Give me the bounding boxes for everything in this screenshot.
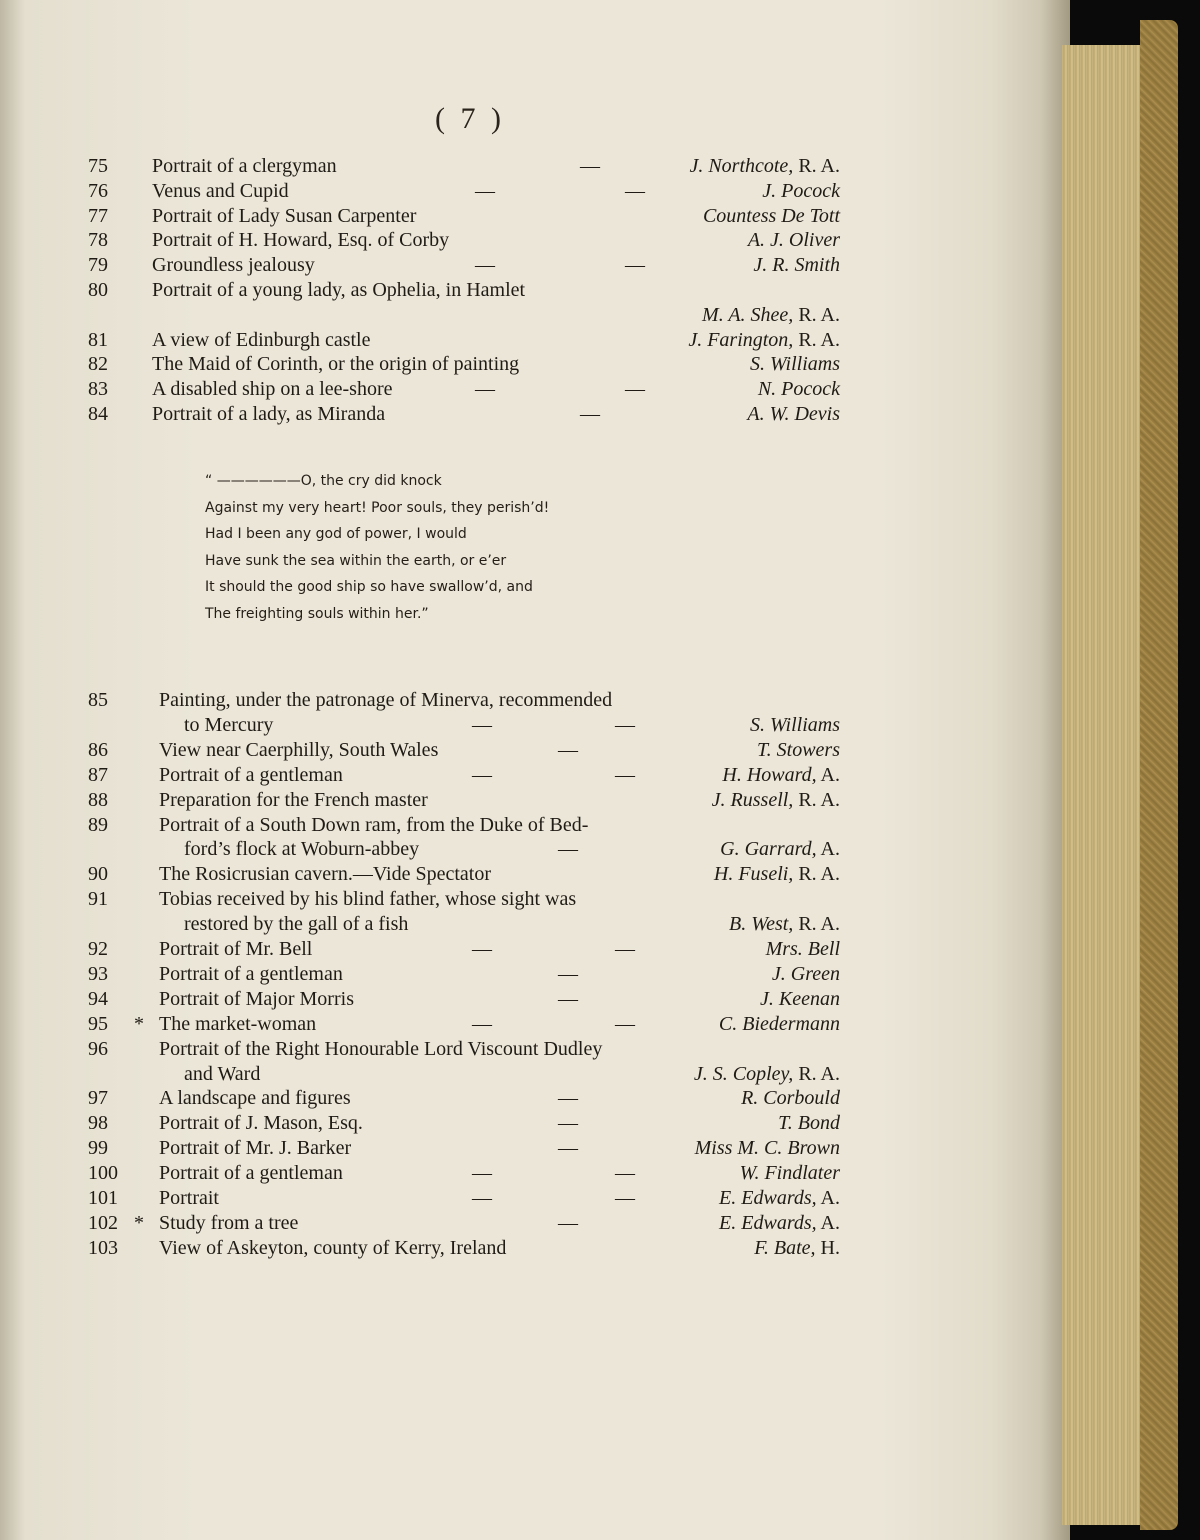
leader-dash: — [558,1211,578,1234]
leader-dash: — [558,1112,578,1135]
entry-title: Portrait of Mr. Bell [159,938,313,960]
entry-title: and Ward [184,1062,261,1085]
entry-title: Portrait of a South Down ram, from the Duke of Bed- [159,813,589,836]
leader-dash: — [580,403,600,425]
page-fore-edge [1062,45,1150,1525]
leader-dash: — [615,1012,635,1035]
entry-title: Portrait of a lady, as Miranda [152,403,386,425]
academy-suffix: A. [816,838,840,861]
catalogue-entry [0,912,840,936]
entry-asterisk: * [134,1012,144,1035]
entry-title: Portrait of Major Morris [159,987,354,1010]
entry-number: 97 [88,1087,108,1110]
entry-artist: W. Findlater [739,1162,840,1185]
leader-dash: — [558,738,578,761]
entry-title: Portrait [159,1187,219,1209]
quote-line: Against my very heart! Poor souls, they perish’d! [205,499,550,516]
entry-title: A landscape and figures [159,1087,351,1110]
entry-artist: C. Biedermann [718,1012,840,1035]
entry-artist: A. J. Oliver [747,229,840,252]
entry-number: 77 [88,204,108,227]
catalogue-entry [0,278,840,302]
catalogue-entry [0,788,840,812]
leader-dash: — [475,254,495,277]
catalogue-entry [0,1037,840,1061]
leader-dash: — [558,987,578,1010]
entry-number: 100 [88,1162,118,1185]
leader-dash: — [625,179,645,202]
catalogue-entry [0,1236,840,1260]
entry-title: Painting, under the patronage of Minerva, recommended [159,689,613,711]
entry-number: 82 [88,353,108,376]
entry-number: 86 [88,738,108,761]
catalogue-entry [0,1211,840,1235]
entry-number: 96 [88,1037,108,1060]
catalogue-entry [0,887,840,911]
entry-artist: S. Williams [749,353,840,376]
page-number: ( 7 ) [435,102,505,135]
entry-title: View near Caerphilly, South Wales [159,738,439,761]
catalogue-entry [0,763,840,787]
entry-number: 90 [88,863,108,886]
entry-artist: H. Howard, A. [722,763,840,786]
leader-dash: — [475,179,495,202]
entry-artist: J. S. Copley, R. A. [693,1062,840,1085]
catalogue-entry [0,377,840,401]
catalogue-entry [0,1186,840,1210]
catalogue-entry [0,738,840,762]
entry-number: 91 [88,888,108,911]
entry-number: 102 [88,1211,118,1234]
entry-artist: F. Bate, H. [754,1236,840,1259]
entry-number: 85 [88,689,108,711]
leader-dash: — [615,1187,635,1209]
entry-number: 98 [88,1112,108,1135]
entry-title: Portrait of a young lady, as Ophelia, in Hamlet [152,279,526,301]
entry-title: The market-woman [159,1012,317,1035]
entry-artist: E. Edwards, A. [719,1211,840,1234]
academy-suffix: R. A. [793,328,840,351]
catalogue-entry [0,688,840,712]
academy-suffix: R. A. [793,303,840,326]
quote-line: “ ——————O, the cry did knock [205,473,442,489]
quote-line: Had I been any god of power, I would [205,526,467,542]
entry-title: Preparation for the French master [159,788,428,811]
entry-artist: Miss M. C. Brown [694,1137,840,1160]
academy-suffix: H. [815,1236,840,1259]
entry-artist: M. A. Shee, R. A. [702,303,840,326]
catalogue-entry [0,1012,840,1036]
leader-dash: — [615,713,635,736]
entry-title: Portrait of H. Howard, Esq. of Corby [152,229,450,252]
shakespeare-quote [205,468,725,627]
entry-number: 76 [88,179,108,202]
entry-artist: Countess De Tott [702,204,840,227]
entry-title: Portrait of a gentleman [159,962,343,985]
entry-artist: B. West, R. A. [729,913,840,936]
entry-title: View of Askeyton, county of Kerry, Ireland [159,1236,507,1259]
academy-suffix: A. [816,1187,840,1209]
leader-dash: — [472,1012,492,1035]
entry-number: 101 [88,1187,118,1209]
entry-number: 103 [88,1236,118,1259]
leader-dash: — [558,962,578,985]
catalogue-entry [0,253,840,277]
academy-suffix: R. A. [793,863,840,886]
catalogue-entry [0,713,840,737]
catalogue-entry [0,204,840,228]
catalogue-entry [0,303,840,327]
entry-artist: E. Edwards, A. [719,1187,840,1209]
leader-dash: — [472,1187,492,1209]
quote-line: The freighting souls within her.” [205,605,429,622]
entry-title: A view of Edinburgh castle [152,328,371,351]
entry-artist: J. Pocock [762,179,840,202]
catalogue-entry [0,1161,840,1185]
entry-title: Portrait of a clergyman [152,155,337,177]
catalogue-entry [0,937,840,961]
academy-suffix: R. A. [793,913,840,936]
catalogue-entry [0,1111,840,1135]
leader-dash: — [580,155,600,177]
entry-artist: T. Stowers [757,738,840,761]
entry-artist: H. Fuseli, R. A. [713,863,840,886]
entry-artist: A. W. Devis [747,403,840,425]
entry-artist: J. Keenan [760,987,840,1010]
academy-suffix: A. [816,1211,840,1234]
entry-artist: J. R. Smith [753,254,840,277]
catalogue-entry [0,837,840,861]
leader-dash: — [475,378,495,401]
leader-dash: — [558,1087,578,1110]
entry-title: Portrait of a gentleman [159,1162,343,1185]
entry-title: A disabled ship on a lee-shore [152,378,393,401]
entry-number: 84 [88,403,108,425]
entry-title: ford’s flock at Woburn-abbey [184,838,420,861]
catalogue-entry [0,179,840,203]
leader-dash: — [558,1137,578,1160]
leader-dash: — [472,763,492,786]
entry-title: Venus and Cupid [152,179,289,202]
catalogue-entry [0,328,840,352]
entry-artist: R. Corbould [741,1087,840,1110]
catalogue-entry [0,402,840,426]
entry-number: 87 [88,763,108,786]
catalogue-entry [0,1086,840,1110]
entry-artist: N. Pocock [757,378,840,401]
academy-suffix: A. [816,763,840,786]
leader-dash: — [615,938,635,960]
academy-suffix: R. A. [793,788,840,811]
leader-dash: — [558,838,578,861]
entry-number: 99 [88,1137,108,1160]
entry-title: Groundless jealousy [152,254,315,277]
academy-suffix: R. A. [793,1062,840,1085]
entry-title: Portrait of J. Mason, Esq. [159,1112,363,1135]
entry-title: Portrait of Mr. J. Barker [159,1137,352,1160]
leader-dash: — [472,1162,492,1185]
catalogue-entry [0,228,840,252]
entry-number: 80 [88,279,108,301]
leader-dash: — [625,254,645,277]
entry-artist: J. Green [771,962,840,985]
entry-title: to Mercury [184,713,274,736]
academy-suffix: R. A. [793,155,840,177]
catalogue-entry [0,352,840,376]
catalogue-entry [0,1136,840,1160]
leader-dash: — [472,938,492,960]
entry-title: Portrait of the Right Honourable Lord Viscount Dudley [159,1037,603,1060]
entry-artist: J. Russell, R. A. [711,788,840,811]
book-cover-edge [1140,20,1178,1530]
leader-dash: — [615,1162,635,1185]
entry-number: 95 [88,1012,108,1035]
entry-artist: J. Northcote, R. A. [689,155,840,177]
entry-title: restored by the gall of a fish [184,913,409,936]
entry-title: Portrait of Lady Susan Carpenter [152,204,417,227]
entry-title: The Rosicrusian cavern.—Vide Spectator [159,863,492,886]
catalogue-entry [0,987,840,1011]
entry-number: 83 [88,378,108,401]
entry-number: 88 [88,788,108,811]
quote-line: It should the good ship so have swallow’d, and [205,579,533,595]
entry-artist: S. Williams [749,713,840,736]
quote-line: Have sunk the sea within the earth, or e’er [205,552,507,569]
entry-title: The Maid of Corinth, or the origin of painting [152,353,520,376]
entry-number: 79 [88,254,108,277]
leader-dash: — [615,763,635,786]
leader-dash: — [625,378,645,401]
catalogue-entry [0,862,840,886]
catalogue-entry [0,962,840,986]
entry-number: 93 [88,962,108,985]
entry-asterisk: * [134,1211,144,1234]
entry-number: 75 [88,155,108,177]
catalogue-entry [0,813,840,837]
entry-number: 92 [88,938,108,960]
entry-number: 78 [88,229,108,252]
entry-number: 94 [88,987,108,1010]
catalogue-entry [0,1062,840,1086]
entry-artist: G. Garrard, A. [720,838,840,861]
entry-title: Study from a tree [159,1211,299,1234]
entry-title: Tobias received by his blind father, whose sight was [159,888,577,911]
entry-title: Portrait of a gentleman [159,763,343,786]
entry-number: 89 [88,813,108,836]
entry-artist: Mrs. Bell [765,938,840,960]
catalogue-entry [0,154,840,178]
entry-number: 81 [88,328,108,351]
entry-artist: T. Bond [778,1112,840,1135]
leader-dash: — [472,713,492,736]
entry-artist: J. Farington, R. A. [688,328,840,351]
